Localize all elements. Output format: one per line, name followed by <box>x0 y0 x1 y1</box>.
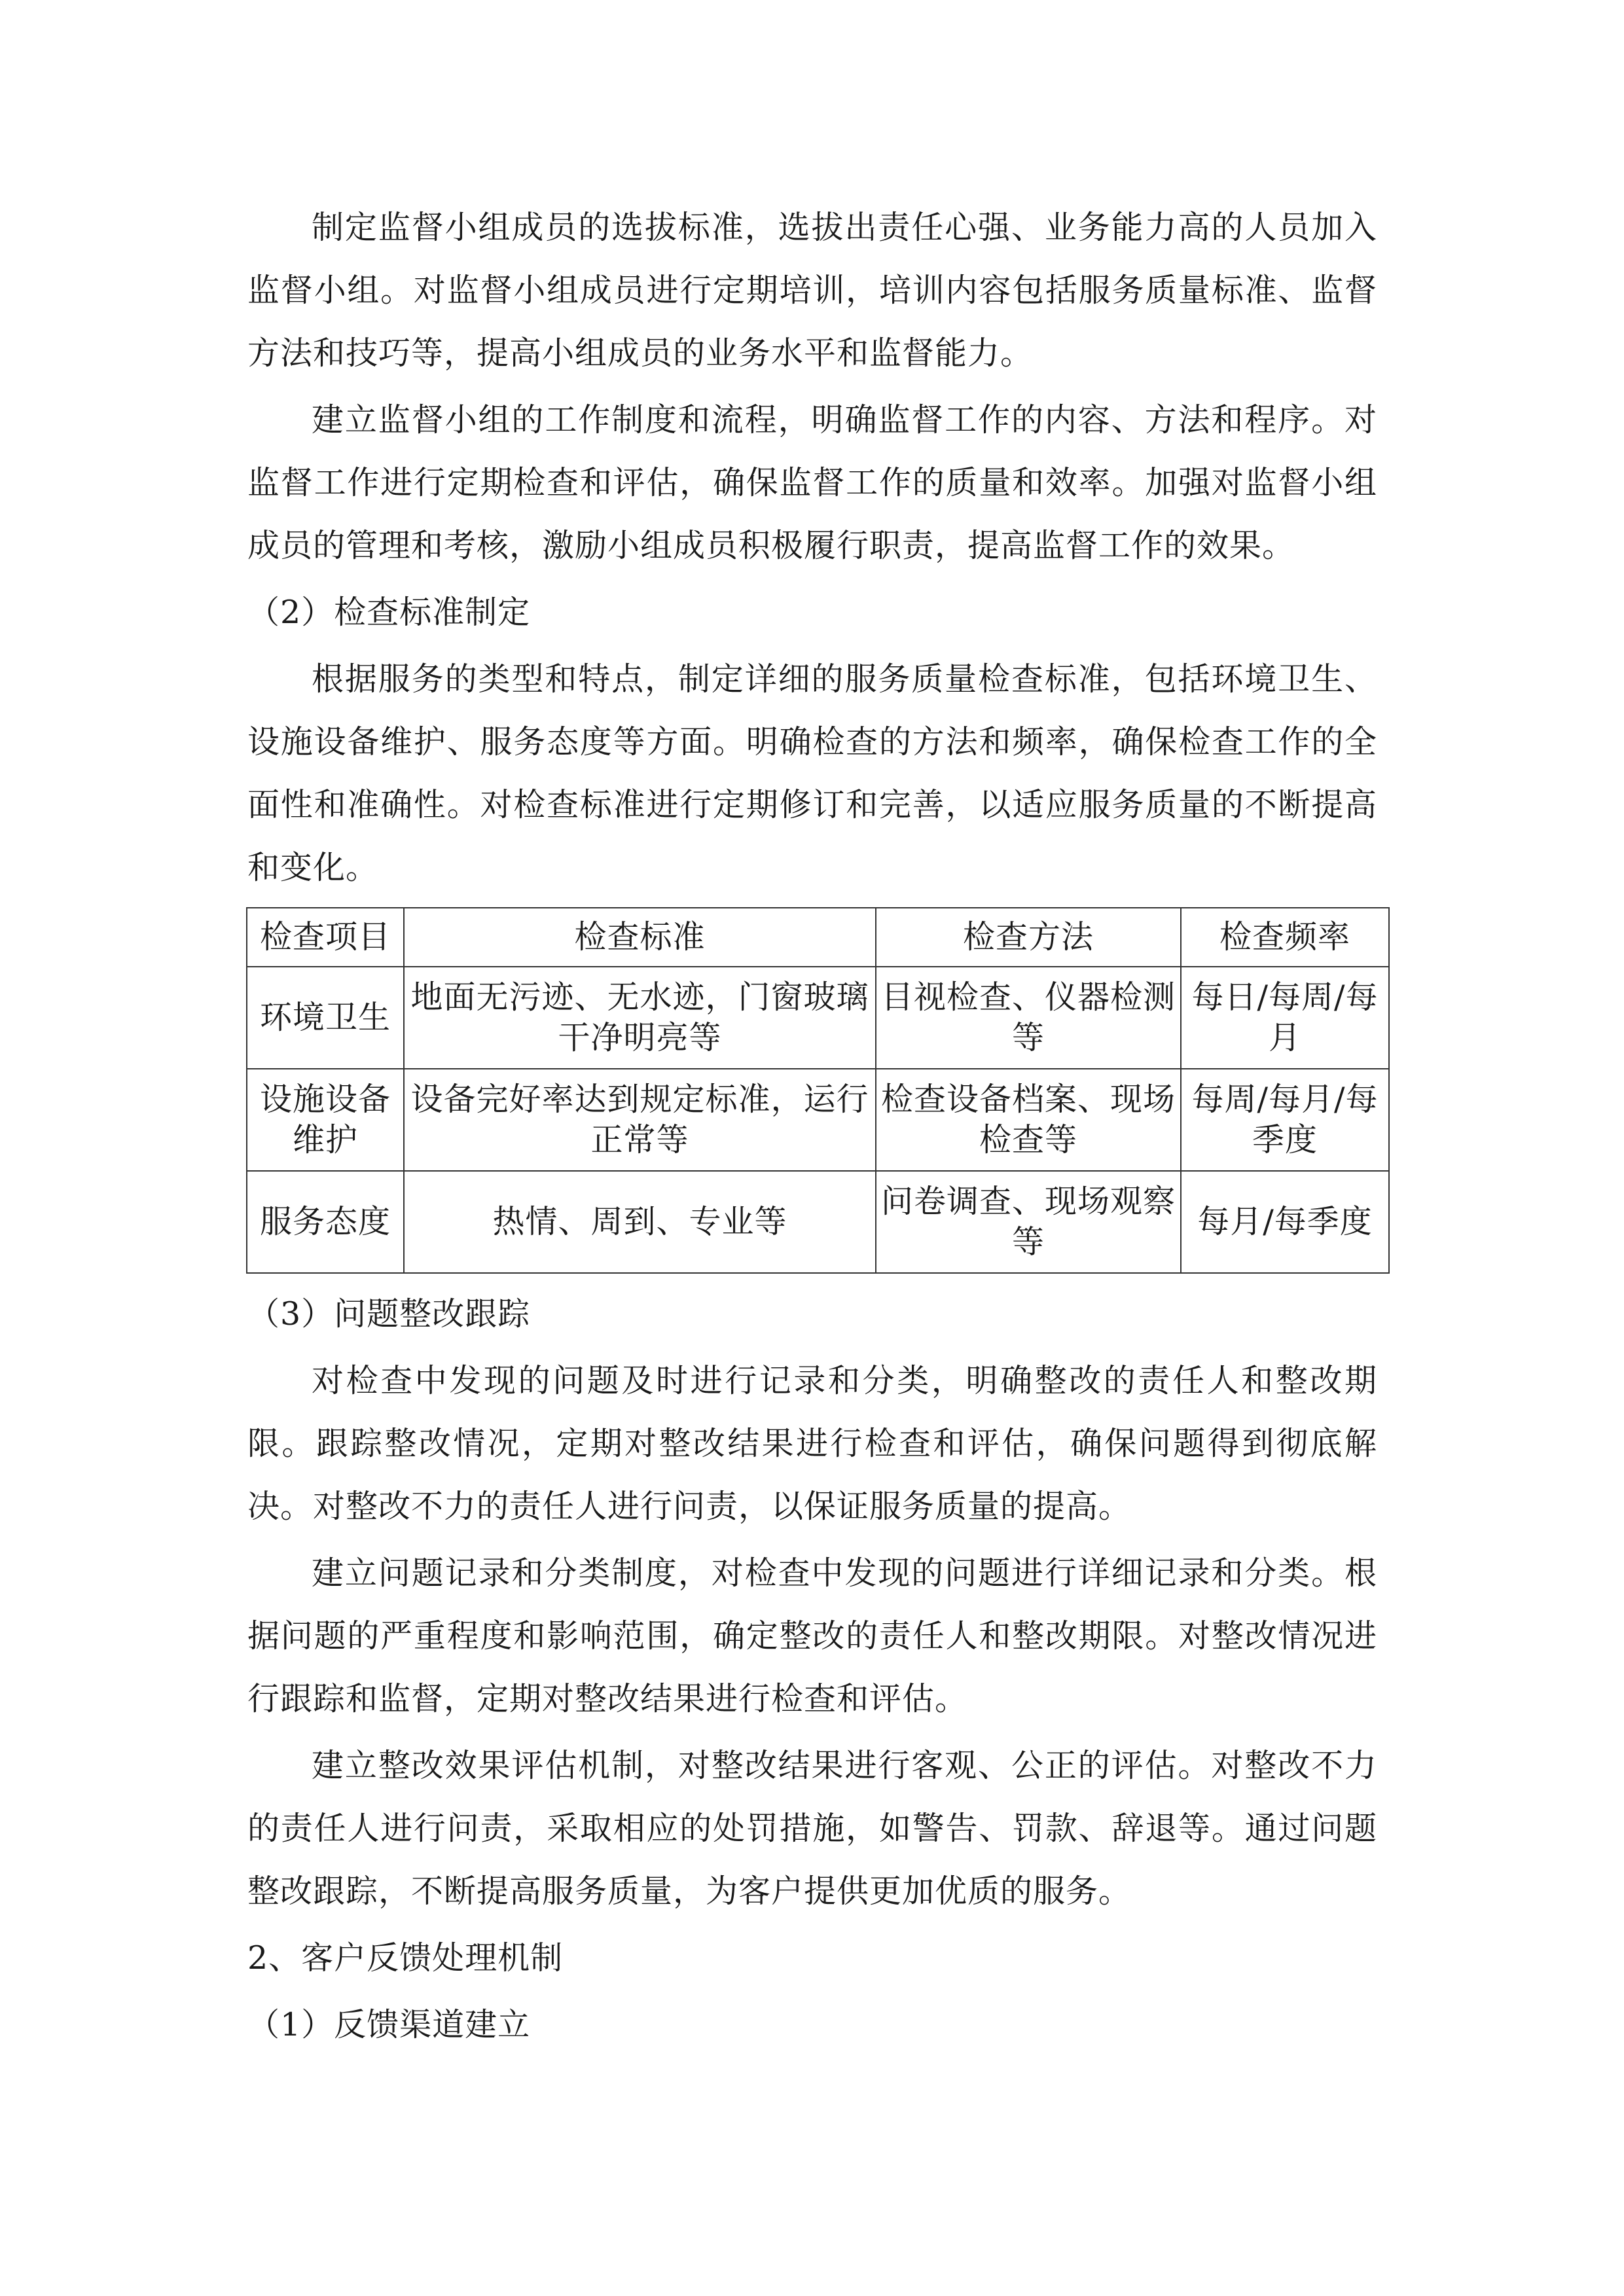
table-row <box>247 1171 1389 1273</box>
heading-issue-tracking: （3）问题整改跟踪 <box>247 1295 531 1333</box>
table-header-item: 检查项目 <box>247 908 404 967</box>
paragraph-issue-tracking-1: 对检查中发现的问题及时进行记录和分类，明确整改的责任人和整改期限。跟踪整改情况，定期对整改结果进行检查和评估，确保问题得到彻底解决。对整改不力的责任人进行问责，以保证服务质量的提高。 <box>247 1362 1377 1525</box>
table-cell: 服务态度 <box>247 1171 404 1273</box>
table-cell: 每日/每周/每月 <box>1181 967 1389 1069</box>
table-header-method: 检查方法 <box>876 908 1181 967</box>
heading-feedback-channels: （1）反馈渠道建立 <box>247 2006 531 2043</box>
inspection-table <box>246 907 1390 1274</box>
heading-customer-feedback: 2、客户反馈处理机制 <box>247 1939 564 1977</box>
table-cell: 问卷调查、现场观察等 <box>876 1171 1181 1273</box>
table-cell: 检查设备档案、现场检查等 <box>876 1069 1181 1171</box>
table-header-row <box>247 908 1389 967</box>
table-cell: 热情、周到、专业等 <box>404 1171 876 1273</box>
table-cell: 环境卫生 <box>247 967 404 1069</box>
table-row <box>247 967 1389 1069</box>
paragraph-issue-tracking-2: 建立问题记录和分类制度，对检查中发现的问题进行详细记录和分类。根据问题的严重程度和影响范围，确定整改的责任人和整改期限。对整改情况进行跟踪和监督，定期对整改结果进行检查和评估。 <box>247 1554 1377 1717</box>
heading-inspection-standards: （2）检查标准制定 <box>247 594 531 631</box>
table-header-standard: 检查标准 <box>404 908 876 967</box>
paragraph-supervision-workflow: 建立监督小组的工作制度和流程，明确监督工作的内容、方法和程序。对监督工作进行定期检查和评估，确保监督工作的质量和效率。加强对监督小组成员的管理和考核，激励小组成员积极履行职责，提高监督工作的效果。 <box>247 401 1377 564</box>
table-cell: 地面无污迹、无水迹，门窗玻璃干净明亮等 <box>404 967 876 1069</box>
paragraph-supervision-selection: 制定监督小组成员的选拔标准，选拔出责任心强、业务能力高的人员加入监督小组。对监督小组成员进行定期培训，培训内容包括服务质量标准、监督方法和技巧等，提高小组成员的业务水平和监督能力。 <box>247 209 1377 372</box>
table-cell: 每周/每月/每季度 <box>1181 1069 1389 1171</box>
table-row <box>247 1069 1389 1171</box>
table-cell: 设备完好率达到规定标准，运行正常等 <box>404 1069 876 1171</box>
document-body <box>247 196 1377 2060</box>
table-cell: 每月/每季度 <box>1181 1171 1389 1273</box>
table-header-frequency: 检查频率 <box>1181 908 1389 967</box>
paragraph-inspection-standards: 根据服务的类型和特点，制定详细的服务质量检查标准，包括环境卫生、设施设备维护、服务态度等方面。明确检查的方法和频率，确保检查工作的全面性和准确性。对检查标准进行定期修订和完善，以适应服务质量的不断提高和变化。 <box>247 660 1377 886</box>
table-cell: 目视检查、仪器检测等 <box>876 967 1181 1069</box>
paragraph-issue-tracking-3: 建立整改效果评估机制，对整改结果进行客观、公正的评估。对整改不力的责任人进行问责，采取相应的处罚措施，如警告、罚款、辞退等。通过问题整改跟踪，不断提高服务质量，为客户提供更加优质的服务。 <box>247 1747 1377 1910</box>
table-cell: 设施设备维护 <box>247 1069 404 1171</box>
